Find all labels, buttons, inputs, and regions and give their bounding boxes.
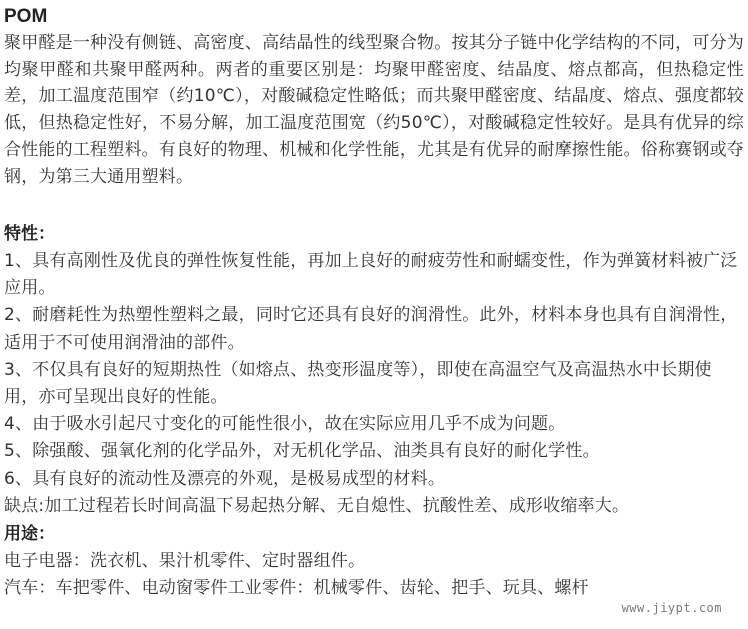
- use-item: 汽车：车把零件、电动窗零件工业零件：机械零件、齿轮、把手、玩具、螺杆: [4, 578, 589, 599]
- property-item: 6、具有良好的流动性及漂亮的外观，是极易成型的材料。: [4, 468, 446, 489]
- property-item: 3、不仅具有良好的短期热性（如熔点、热变形温度等），即使在高温空气及高温热水中长期使用，亦可呈现出良好的性能。: [4, 359, 712, 408]
- document-page: [4, 4, 744, 602]
- property-item: 4、由于吸水引起尺寸变化的可能性很小，故在实际应用几乎不成为问题。: [4, 414, 566, 435]
- use-item: 电子电器：洗衣机、果汁机零件、定时器组件。: [4, 551, 366, 572]
- uses-heading: 用途：: [4, 524, 55, 545]
- property-item: 1、具有高刚性及优良的弹性恢复性能，再加上良好的耐疲劳性和耐蠕变性，作为弹簧材料被广泛应用。: [4, 251, 738, 299]
- watermark: www.jiypt.com: [621, 601, 722, 615]
- section-spacer: [4, 190, 744, 220]
- property-item: 2、耐磨耗性为热塑性塑料之最，同时它还具有良好的润滑性。此外，材料本身也具有自润滑性，适用于不可使用润滑油的部件。: [4, 305, 738, 353]
- properties-heading: 特性：: [4, 224, 55, 244]
- document-title: POM: [4, 6, 48, 27]
- property-item: 5、除强酸、强氧化剂的化学品外，对无机化学品、油类具有良好的耐化学性。: [4, 441, 600, 462]
- intro-paragraph: 聚甲醛是一种没有侧链、高密度、高结晶性的线型聚合物。按其分子链中化学结构的不同，可分为均聚甲醛和共聚甲醛两种。两者的重要区别是：均聚甲醛密度、结晶度、熔点都高，但热稳定性差，加工温度范围窄（约10℃），对酸碱稳定性略低；而共聚甲醛密度、结晶度、熔点、强度都较低，但热稳定性好，不易分解，加工温度范围宽（约50℃），对酸碱稳定性较好。是具有优异的综合性能的工程塑料。有良好的物理、机械和化学性能，尤其是有优异的耐摩擦性能。俗称赛钢或夺钢，为第三大通用塑料。: [4, 33, 744, 187]
- drawback-line: 缺点:加工过程若长时间高温下易起热分解、无自熄性、抗酸性差、成形收缩率大。: [4, 495, 630, 516]
